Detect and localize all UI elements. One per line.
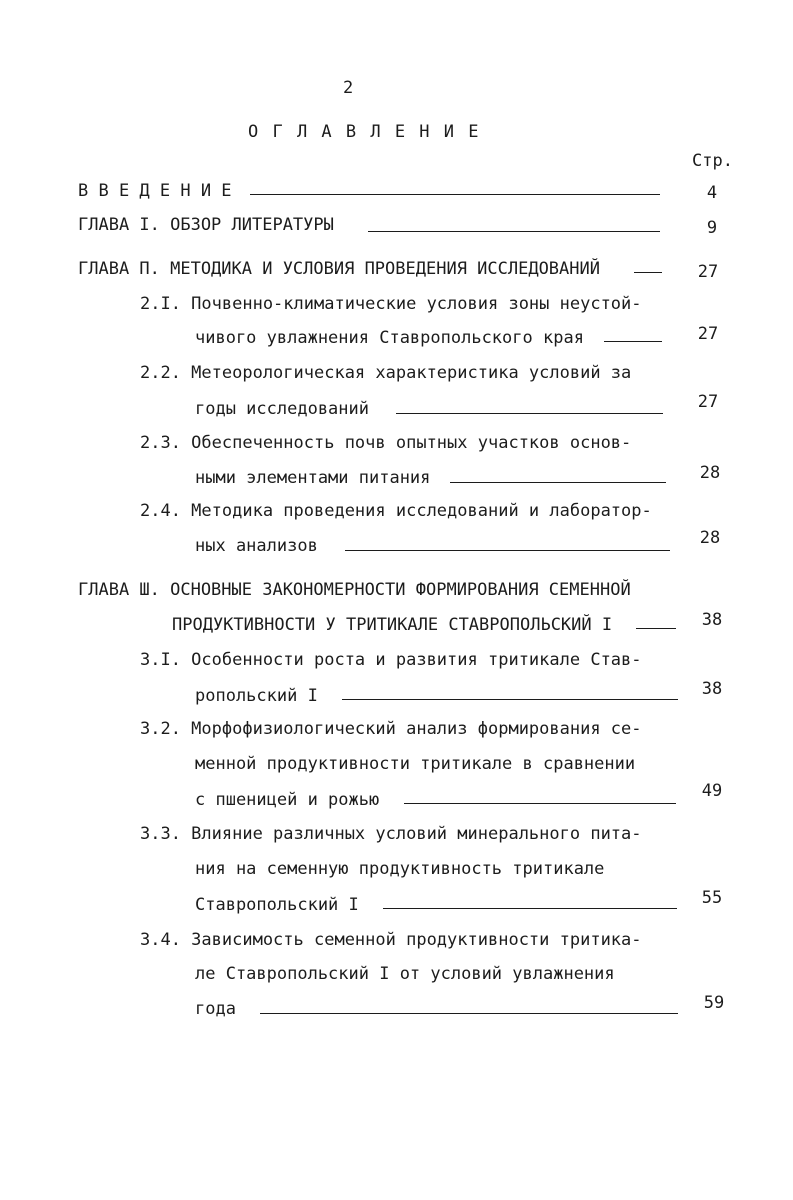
toc-page-number: 38 xyxy=(701,679,723,699)
toc-title: 2.2. Метеорологическая характеристика условий за xyxy=(140,363,632,383)
page-number: 2 xyxy=(343,78,354,98)
toc-title-continuation: ных анализов xyxy=(195,536,318,556)
leader-line xyxy=(383,908,677,909)
toc-page-number: 27 xyxy=(697,262,719,282)
toc-title-continuation: ния на семенную продуктивность тритикале xyxy=(195,859,605,879)
toc-page-number: 27 xyxy=(697,324,719,344)
toc-title: 3.4. Зависимость семенной продуктивности тритика- xyxy=(140,930,642,950)
toc-title-continuation: ПРОДУКТИВНОСТИ У ТРИТИКАЛЕ СТАВРОПОЛЬСКИЙ I xyxy=(172,615,613,635)
toc-title-continuation: ными элементами питания xyxy=(195,468,431,488)
leader-line xyxy=(260,1013,678,1014)
leader-line xyxy=(604,341,662,342)
leader-line xyxy=(450,482,666,483)
toc-title: ГЛАВА I. ОБЗОР ЛИТЕРАТУРЫ xyxy=(78,215,334,235)
toc-title-continuation: года xyxy=(195,999,236,1019)
leader-line xyxy=(636,628,676,629)
toc-title-continuation: ле Ставропольский I от условий увлажнения xyxy=(195,964,615,984)
toc-title-continuation: годы исследований xyxy=(195,399,369,419)
toc-page-number: 28 xyxy=(699,463,721,483)
toc-page-number: 27 xyxy=(697,392,719,412)
toc-title: 3.I. Особенности роста и развития тритикале Став- xyxy=(140,650,642,670)
page-column-label: Стр. xyxy=(692,151,733,171)
toc-page-number: 59 xyxy=(703,993,725,1013)
toc-title-continuation: ропольский I xyxy=(195,686,318,706)
toc-title: 3.2. Морфофизиологический анализ формирования се- xyxy=(140,719,642,739)
leader-line xyxy=(368,231,660,232)
leader-line xyxy=(404,803,676,804)
toc-title: 3.3. Влияние различных условий минерального пита- xyxy=(140,824,642,844)
toc-page-number: 38 xyxy=(701,610,723,630)
toc-title: ГЛАВА Ш. ОСНОВНЫЕ ЗАКОНОМЕРНОСТИ ФОРМИРОВАНИЯ СЕМЕННОЙ xyxy=(78,580,631,600)
toc-page-number: 9 xyxy=(706,218,718,238)
toc-page-number: 55 xyxy=(701,888,723,908)
page-title: О Г Л А В Л Е Н И Е xyxy=(248,122,481,142)
leader-line xyxy=(250,194,660,195)
toc-title-continuation: Ставропольский I xyxy=(195,895,359,915)
toc-title-continuation: чивого увлажнения Ставропольского края xyxy=(195,328,584,348)
toc-page-number: 49 xyxy=(701,781,723,801)
toc-page-number: 28 xyxy=(699,528,721,548)
leader-line xyxy=(345,550,670,551)
toc-title: 2.I. Почвенно-климатические условия зоны неустой- xyxy=(140,294,642,314)
toc-title: 2.3. Обеспеченность почв опытных участков основ- xyxy=(140,433,632,453)
leader-line xyxy=(396,413,663,414)
toc-title-continuation: менной продуктивности тритикале в сравнении xyxy=(195,754,636,774)
leader-line xyxy=(634,272,662,273)
toc-title: ГЛАВА П. МЕТОДИКА И УСЛОВИЯ ПРОВЕДЕНИЯ ИССЛЕДОВАНИЙ xyxy=(78,259,600,279)
toc-title-continuation: с пшеницей и рожью xyxy=(195,790,380,810)
toc-page-number: 4 xyxy=(706,183,718,203)
toc-title: В В Е Д Е Н И Е xyxy=(78,181,232,201)
leader-line xyxy=(342,699,678,700)
toc-title: 2.4. Методика проведения исследований и лаборатор- xyxy=(140,501,652,521)
